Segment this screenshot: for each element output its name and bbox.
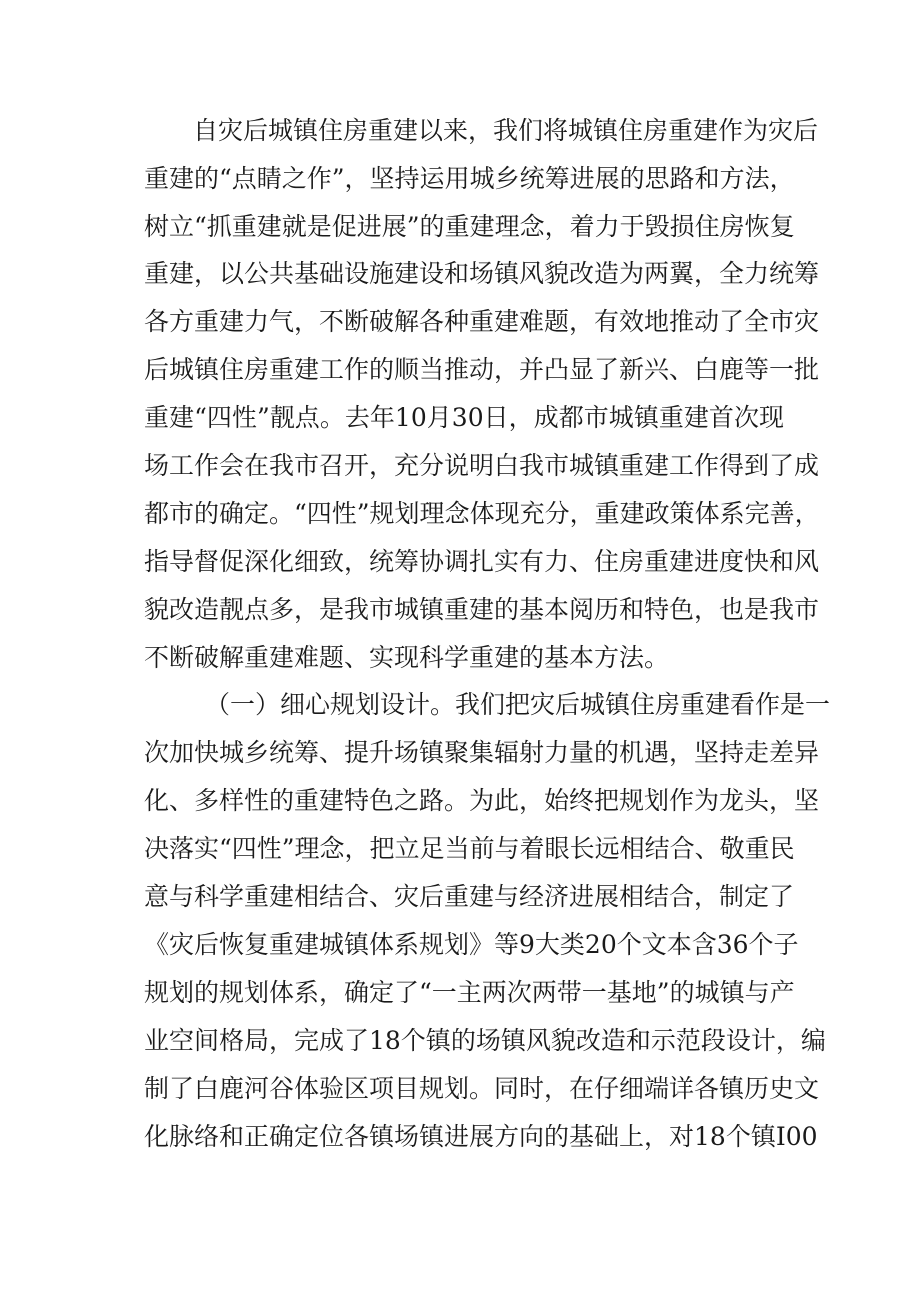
text-line: 后城镇住房重建工作的顺当推动，并凸显了新兴、白鹿等一批 — [144, 355, 820, 384]
text-line: 貌改造靓点多，是我市城镇重建的基本阅历和特色，也是我市 — [144, 595, 820, 624]
text-line: 树立“抓重建就是促进展”的重建理念，着力于毁损住房恢复 — [144, 212, 795, 241]
text-line: 化、多样性的重建特色之路。为此，始终把规划作为龙头，坚 — [144, 786, 820, 815]
text-line: 《灾后恢复重建城镇体系规划》等9大类20个文本含36个子 — [144, 930, 799, 959]
text-line: 规划的规划体系，确定了“一主两次两带一基地”的城镇与产 — [144, 978, 795, 1007]
text-line: 指导督促深化细致，统筹协调扎实有力、住房重建进度快和风 — [144, 547, 820, 576]
text-line: 场工作会在我市召开，充分说明白我市城镇重建工作得到了成 — [144, 451, 820, 480]
text-line: 次加快城乡统筹、提升场镇聚集辐射力量的机遇，坚持走差异 — [144, 738, 820, 767]
text-line: 自灾后城镇住房重建以来，我们将城镇住房重建作为灾后 — [193, 116, 819, 145]
text-line: 重建“四性”靓点。去年10月30日，成都市城镇重建首次现 — [144, 403, 784, 432]
text-line: 都市的确定。“四性”规划理念体现充分，重建政策体系完善， — [144, 499, 820, 528]
text-line: 业空间格局，完成了18个镇的场镇风貌改造和示范段设计，编 — [144, 1026, 826, 1055]
text-line: 各方重建力气，不断破解各种重建难题，有效地推动了全市灾 — [144, 307, 820, 336]
text-line: 不断破解重建难题、实现科学重建的基本方法。 — [144, 643, 670, 672]
text-line: （一）细心规划设计。我们把灾后城镇住房重建看作是一 — [205, 690, 831, 719]
text-line: 决落实“四性”理念，把立足当前与着眼长远相结合、敬重民 — [144, 834, 795, 863]
text-line: 重建，以公共基础设施建设和场镇风貌改造为两翼，全力统筹 — [144, 259, 820, 288]
text-line: 意与科学重建相结合、灾后重建与经济进展相结合，制定了 — [144, 882, 795, 911]
text-line: 制了白鹿河谷体验区项目规划。同时，在仔细端详各镇历史文 — [144, 1074, 820, 1103]
text-line: 重建的“点睛之作”，坚持运用城乡统筹进展的思路和方法， — [144, 164, 795, 193]
text-line: 化脉络和正确定位各镇场镇进展方向的基础上，对18个镇I00 — [144, 1122, 818, 1151]
